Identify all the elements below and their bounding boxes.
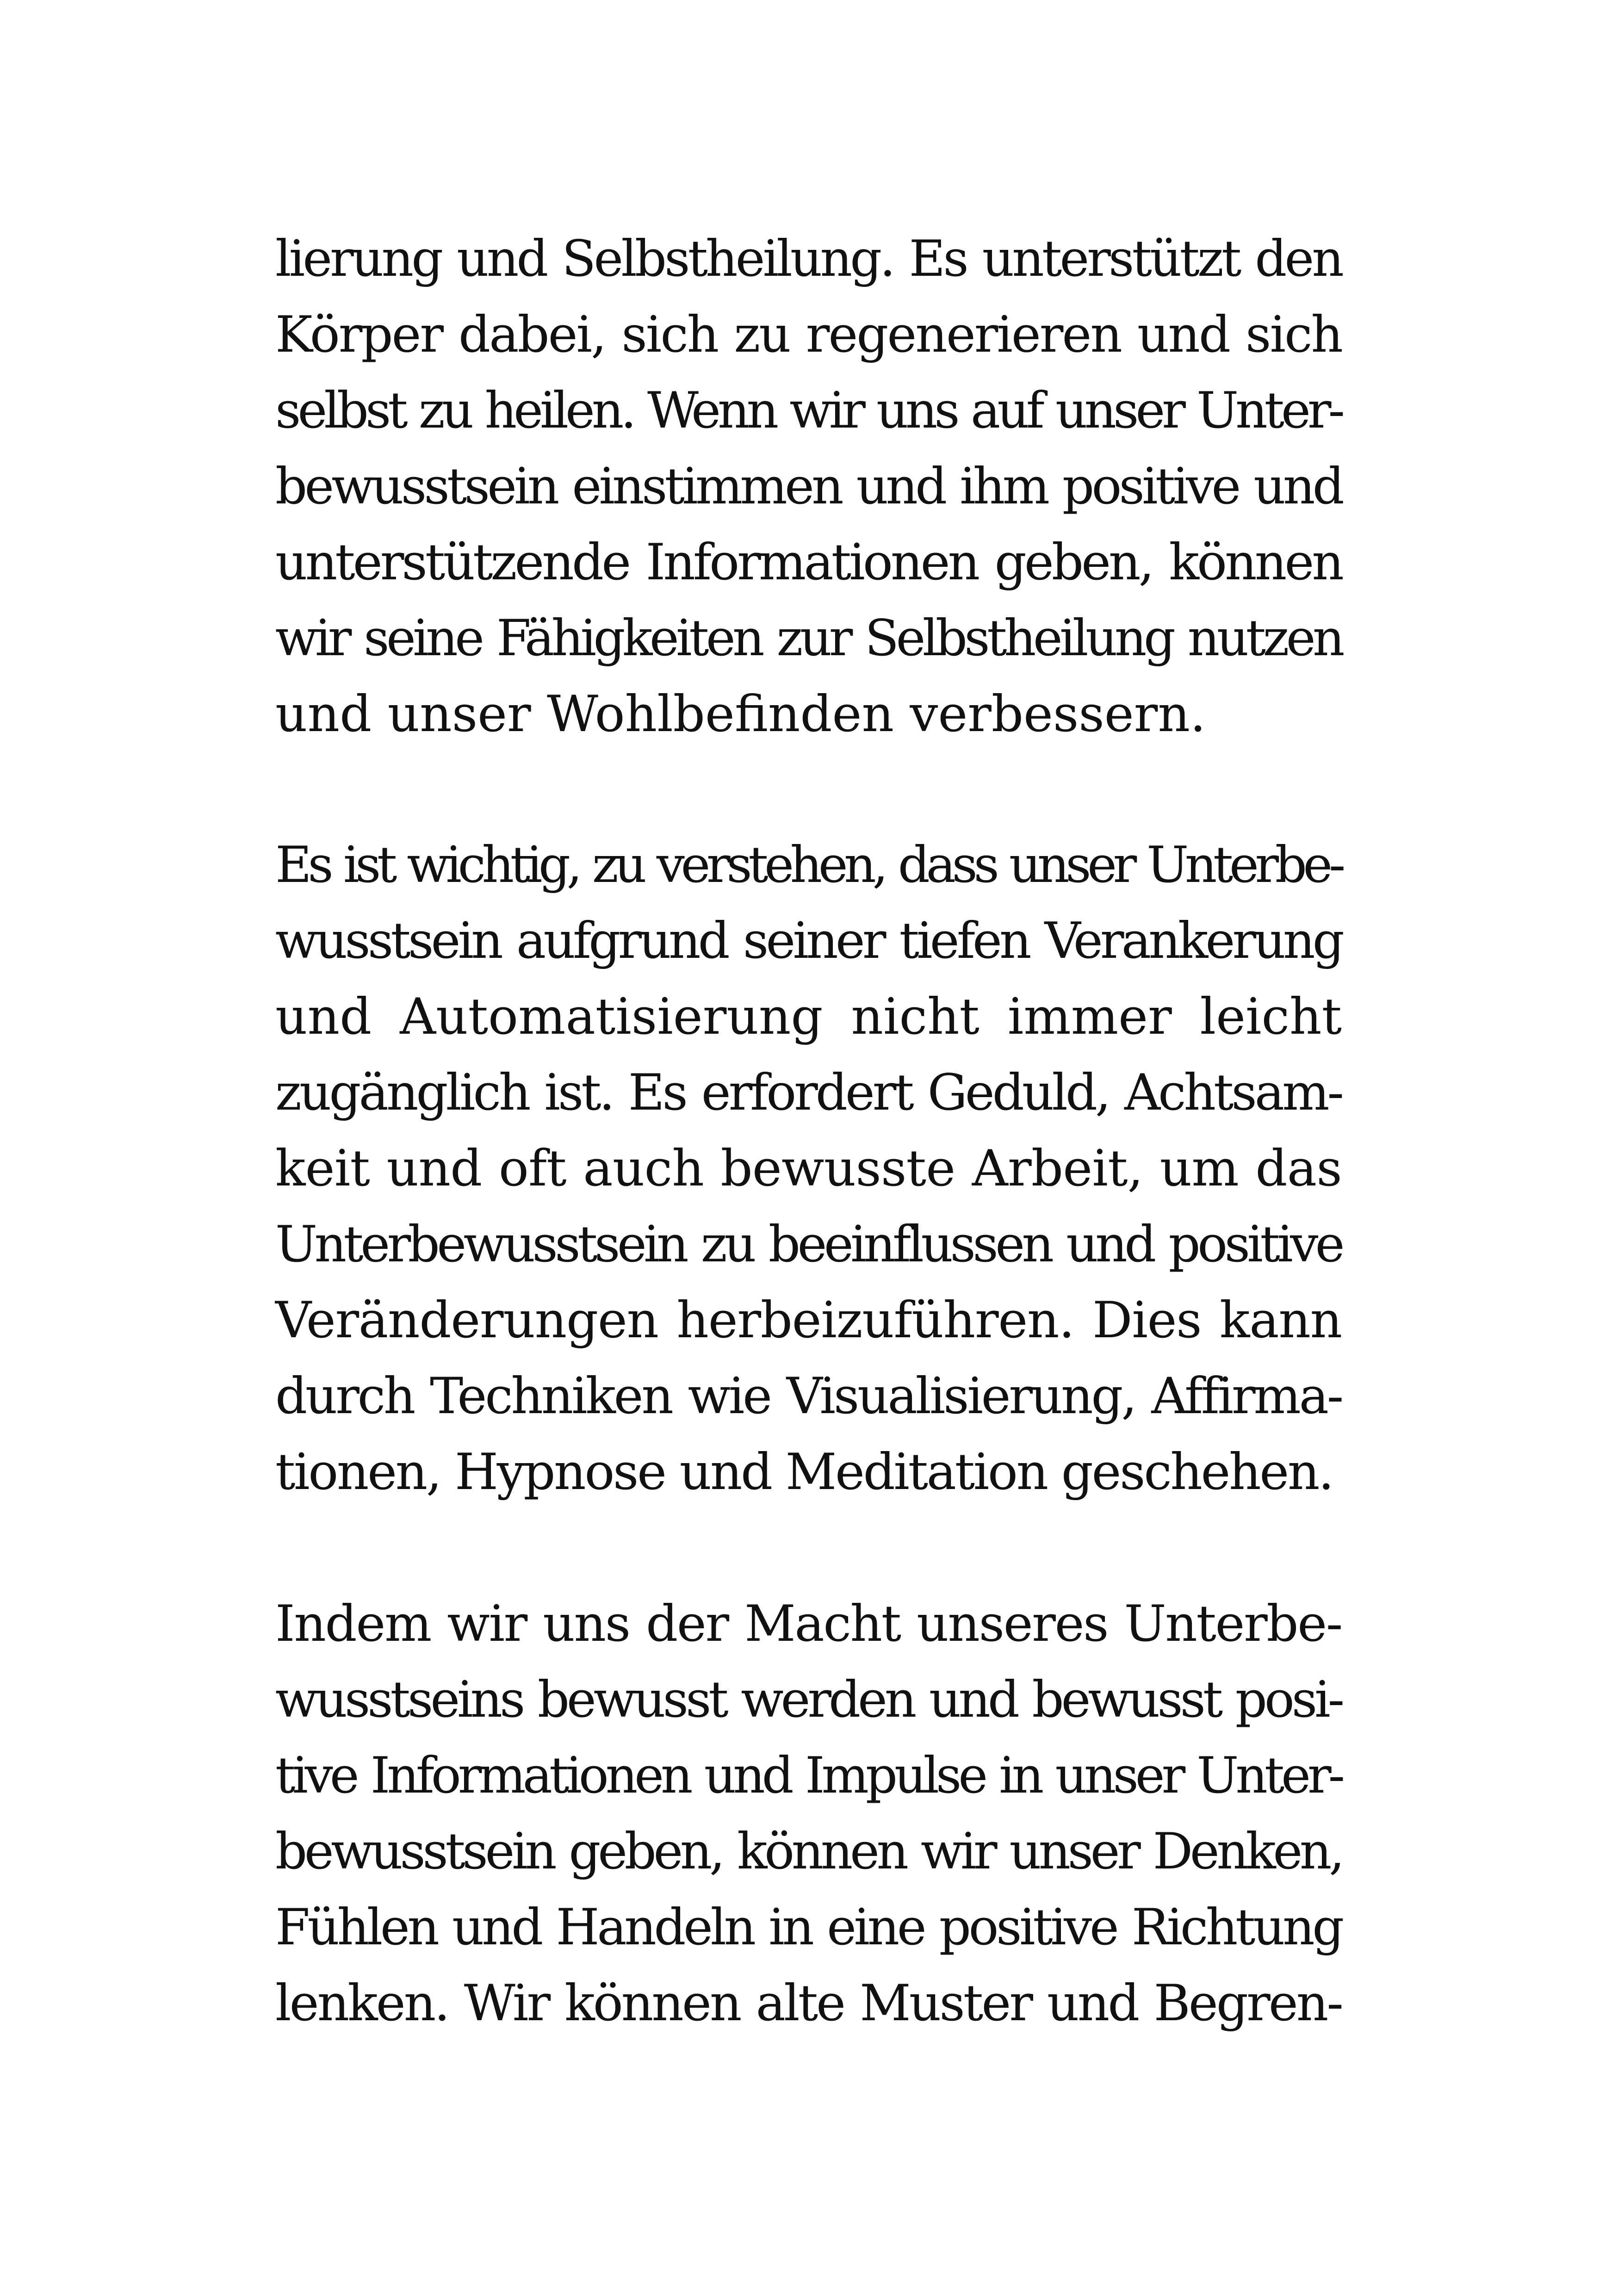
text-line: Es ist wichtig, zu verstehen, dass unser Unterbe- [275,836,1342,894]
text-line: Körper dabei, sich zu regenerieren und sich [275,306,1342,364]
paragraph-2 [275,827,1342,1510]
text-line: durch Techniken wie Visualisierung, Affirma- [275,1367,1342,1425]
text-line: und unser Wohlbefinden verbessern. [275,685,1206,743]
text-line: Unterbewusstsein zu beeinflussen und positive [275,1216,1342,1273]
text-line: Fühlen und Handeln in eine positive Richtung [275,1899,1342,1956]
text-line: bewusstsein geben, können wir unser Denken, [275,1823,1342,1880]
text-line: zugänglich ist. Es erfordert Geduld, Achtsam- [275,1064,1342,1122]
text-line: Indem wir uns der Macht unseres Unterbe- [275,1595,1342,1653]
text-line: lenken. Wir können alte Muster und Begren- [275,1974,1342,2032]
text-line: keit und oft auch bewusste Arbeit, um das [275,1140,1342,1198]
paragraph-1 [275,221,1342,752]
text-line: tive Informationen und Impulse in unser Unter- [275,1747,1342,1805]
text-line: lierung und Selbstheilung. Es unterstützt den [275,230,1342,288]
text-line: unterstützende Informationen geben, können [275,534,1342,591]
text-line: selbst zu heilen. Wenn wir uns auf unser Unter- [275,382,1342,440]
text-line: wusstsein aufgrund seiner tiefen Verankerung [275,912,1342,970]
text-line: bewusstsein einstimmen und ihm positive und [275,458,1342,515]
text-line: Veränderungen herbeizuführen. Dies kann [275,1291,1342,1349]
paragraph-3 [275,1586,1342,2042]
text-line: tionen, Hypnose und Meditation geschehen. [275,1443,1333,1501]
text-line: wir seine Fähigkeiten zur Selbstheilung nutzen [275,609,1342,667]
text-line: wusstseins bewusst werden und bewusst posi- [275,1671,1342,1729]
text-line: und Automatisierung nicht immer leicht [275,988,1342,1046]
